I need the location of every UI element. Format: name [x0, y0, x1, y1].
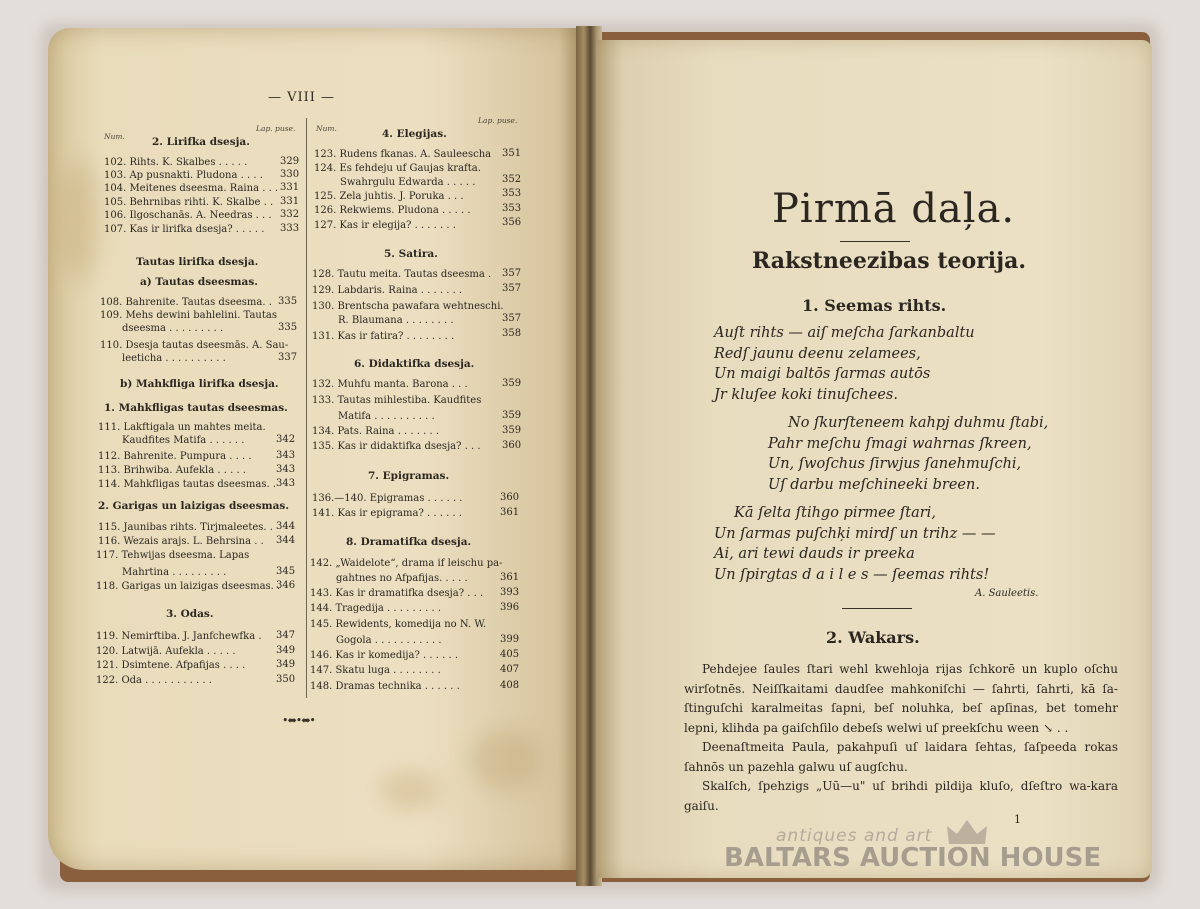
- toc-page: 352: [502, 174, 522, 185]
- toc-entry: Mahrtina . . . . . . . . .: [122, 567, 227, 578]
- toc-entry: 109. Mehs dewini bahlelini. Tautas: [100, 310, 277, 321]
- section-heading: 2. Garigas un laizigas dseesmas.: [98, 500, 289, 512]
- toc-entry: 126. Rekwiems. Pludona . . . . .: [314, 205, 471, 216]
- toc-entry: 119. Nemirftiba. J. Janfchewfka .: [96, 631, 262, 642]
- col-header-page: Lap. puse.: [478, 116, 518, 125]
- toc-page: 331: [280, 196, 300, 207]
- page-stain: [60, 160, 100, 280]
- toc-entry: 121. Dsimtene. Afpafijas . . . .: [96, 660, 246, 671]
- poem-author: A. Sauleetis.: [975, 588, 1039, 599]
- right-page-number: 1: [1014, 813, 1021, 826]
- toc-entry: 117. Tehwijas dseesma. Lapas: [96, 550, 250, 561]
- toc-page: 357: [502, 313, 522, 324]
- poem-stanza: [714, 503, 996, 585]
- toc-entry: dseesma . . . . . . . . .: [122, 323, 224, 334]
- section-heading: 2. Wakars.: [826, 628, 920, 647]
- toc-page: 360: [502, 440, 522, 451]
- toc-entry: 102. Rihts. K. Skalbes . . . . .: [104, 157, 248, 168]
- section-heading: a) Tautas dseesmas.: [140, 276, 258, 288]
- toc-entry: 127. Kas ir elegija? . . . . . . .: [314, 220, 456, 231]
- poem-line: Redſ jaunu deenu zelamees,: [714, 345, 921, 362]
- toc-page: 361: [500, 507, 520, 518]
- toc-page: 358: [502, 328, 522, 339]
- poem-line: Un ſarmas puſchķi mirdſ un trihz — —: [714, 525, 996, 542]
- part-subtitle: Rakstneezibas teorija.: [752, 248, 1027, 274]
- toc-entry: 125. Zela juhtis. J. Poruka . . .: [314, 191, 464, 202]
- section-heading: 8. Dramatifka dsesja.: [346, 536, 472, 548]
- toc-page: 359: [502, 410, 522, 421]
- toc-entry: Gogola . . . . . . . . . . .: [336, 635, 442, 646]
- poem-line: Un maigi baltōs ſarmas autōs: [714, 366, 931, 383]
- paragraph: Deenaſtmeita Paula, pakahpuſi uſ laidara ſehtas, ſaſpeeda rokas ſahnōs un pazehla galwu uſ augſchu.: [684, 740, 1118, 774]
- poem-line: Uſ darbu meſchineeki breen.: [768, 476, 980, 493]
- poem-line: Auſt rihts — aiſ meſcha ſarkanbaltu: [714, 325, 975, 341]
- toc-entry: Matifa . . . . . . . . . .: [338, 411, 435, 422]
- toc-entry: 142. „Waidelote“, drama if leischu pa-: [310, 558, 503, 569]
- toc-page: 396: [500, 602, 520, 613]
- toc-page: 333: [280, 223, 300, 234]
- poem-line: Un ſpirgtas d a i l e s — ſeemas rihts!: [714, 566, 990, 583]
- toc-entry: gahtnes no Afpafijas. . . . .: [336, 573, 468, 584]
- section-heading: b) Mahkfliga lirifka dsesja.: [120, 378, 279, 390]
- toc-page: 344: [276, 535, 296, 546]
- col-header-num: Num.: [316, 124, 337, 133]
- toc-entry: 106. Ilgoschanās. A. Needras . . .: [104, 210, 272, 221]
- toc-entry: R. Blaumana . . . . . . . .: [338, 315, 454, 326]
- section-heading: 6. Didaktifka dsesja.: [354, 358, 475, 370]
- toc-entry: 134. Pats. Raina . . . . . . .: [312, 426, 440, 437]
- toc-entry: Swahrgulu Edwarda . . . . .: [340, 177, 476, 188]
- toc-entry: 114. Mahkfligas tautas dseesmas. .: [98, 479, 277, 490]
- col-header-num: Num.: [104, 132, 125, 141]
- toc-page: 359: [502, 378, 522, 389]
- left-page-number: — VIII —: [268, 90, 336, 105]
- section-heading: Tautas lirifka dsesja.: [136, 256, 259, 268]
- ornament: •⬌•⬌•: [282, 714, 315, 727]
- toc-page: 361: [500, 572, 520, 583]
- section-heading: 5. Satira.: [384, 248, 438, 260]
- toc-page: 331: [280, 182, 300, 193]
- toc-entry: 148. Dramas technika . . . . . .: [310, 681, 460, 692]
- toc-page: 393: [500, 587, 520, 598]
- toc-entry: 105. Behrnibas rihti. K. Skalbe . .: [104, 197, 274, 208]
- toc-page: 408: [500, 680, 520, 691]
- toc-page: 335: [278, 296, 298, 307]
- paragraph: Pehdejee ſaules ſtari wehl kwehloja rijas ſchkorē un kuplo oſchu wirſotnēs. Neiſſkaitami daudſee mahkoniſchi — ſahrti, ſahrti, kā ſa-ſtinguſchi karalmeitas ſapni, beſ noluhka, beſ apſinas, bet tomehr lepni, klihda pa gaiſchſilo debeſs welwi uſ preekſchu ween ↘ . .: [684, 662, 1118, 735]
- toc-entry: 110. Dsesja tautas dseesmās. A. Sau-: [100, 340, 289, 351]
- section-heading: 7. Epigramas.: [368, 470, 450, 482]
- toc-entry: 104. Meitenes dseesma. Raina . . .: [104, 183, 279, 194]
- toc-entry: Kaudfites Matifa . . . . . .: [122, 435, 245, 446]
- toc-entry: 131. Kas ir fatira? . . . . . . . .: [312, 331, 455, 342]
- toc-page: 351: [502, 148, 522, 159]
- toc-entry: 123. Rudens fkanas. A. Sauleescha: [314, 149, 492, 160]
- poem-line: Un, ſwoſchus ſirwjus ſanehmuſchi,: [768, 456, 1022, 473]
- section-heading: 4. Elegijas.: [382, 128, 447, 140]
- toc-entry: 107. Kas ir lirifka dsesja? . . . . .: [104, 224, 265, 235]
- toc-entry: 147. Skatu luga . . . . . . . .: [310, 665, 441, 676]
- toc-page: 405: [500, 649, 520, 660]
- col-header-page: Lap. puse.: [256, 124, 296, 133]
- toc-entry: 146. Kas ir komedija? . . . . . .: [310, 650, 458, 661]
- toc-entry: leeticha . . . . . . . . . .: [122, 353, 226, 364]
- section-heading: 2. Lirifka dsesja.: [152, 136, 250, 148]
- poem-line: Kā ſelta ſtihgo pirmee ſtari,: [734, 505, 936, 521]
- poem-line: No ſkurſteneem kahpj duhmu ſtabi,: [788, 415, 1049, 431]
- prose-text: [684, 660, 1118, 816]
- part-title: Pirmā daļa.: [772, 186, 1016, 232]
- toc-entry: 122. Oda . . . . . . . . . . .: [96, 675, 212, 686]
- toc-entry: 120. Latwijā. Aufekla . . . . .: [96, 646, 236, 657]
- poem-line: Jr kluſee koki tinuſchees.: [714, 386, 898, 403]
- toc-entry: 124. Es fehdeju uf Gaujas krafta.: [314, 163, 481, 174]
- section-heading: 3. Odas.: [166, 608, 214, 620]
- toc-page: 349: [276, 645, 296, 656]
- toc-entry: 108. Bahrenite. Tautas dseesma. .: [100, 297, 272, 308]
- poem-line: Pahr meſchu ſmagi wahrnas ſkreen,: [768, 435, 1032, 452]
- toc-entry: 128. Tautu meita. Tautas dseesma .: [312, 269, 492, 280]
- toc-page: 399: [500, 634, 520, 645]
- toc-page: 330: [280, 169, 300, 180]
- section-heading: 1. Mahkfligas tautas dseesmas.: [104, 402, 288, 414]
- toc-page: 353: [502, 188, 522, 199]
- toc-page: 350: [276, 674, 296, 685]
- toc-entry: 135. Kas ir didaktifka dsesja? . . .: [312, 441, 481, 452]
- toc-entry: 136.—140. Epigramas . . . . . .: [312, 493, 463, 504]
- toc-entry: 145. Rewidents, komedija no N. W.: [310, 619, 487, 630]
- page-stain: [380, 770, 440, 810]
- toc-page: 335: [278, 322, 298, 333]
- toc-page: 329: [280, 156, 300, 167]
- toc-entry: 115. Jaunibas rihts. Tirjmaleetes. .: [98, 522, 273, 533]
- toc-entry: 111. Lakftigala un mahtes meita.: [98, 422, 266, 433]
- watermark-tagline: antiques and art: [776, 826, 933, 846]
- toc-page: 359: [502, 425, 522, 436]
- toc-page: 357: [502, 268, 522, 279]
- poem-line: Ai, ari tewi dauds ir preeka: [714, 546, 915, 563]
- toc-entry: 143. Kas ir dramatifka dsesja? . . .: [310, 588, 484, 599]
- toc-page: 360: [500, 492, 520, 503]
- poem-stanza: [714, 323, 975, 405]
- toc-page: 337: [278, 352, 298, 363]
- toc-entry: 129. Labdaris. Raina . . . . . . .: [312, 285, 463, 296]
- toc-page: 346: [276, 580, 296, 591]
- toc-page: 357: [502, 283, 522, 294]
- poem-stanza: [768, 413, 1049, 495]
- toc-entry: 132. Muhfu manta. Barona . . .: [312, 379, 468, 390]
- toc-page: 356: [502, 217, 522, 228]
- toc-page: 347: [276, 630, 296, 641]
- watermark-brand: BALTARS AUCTION HOUSE: [724, 843, 1102, 873]
- paragraph: Skalſch, ſpehzigs „Uū—u" uſ brihdi pildija kluſo, dſeſtro wa-kara gaiſu.: [684, 779, 1118, 813]
- toc-entry: 103. Ap pusnakti. Pludona . . . .: [104, 170, 263, 181]
- toc-page: 345: [276, 566, 296, 577]
- toc-entry: 118. Garigas un laizigas dseesmas. .: [96, 581, 281, 592]
- toc-page: 349: [276, 659, 296, 670]
- page-stain: [470, 730, 540, 790]
- toc-page: 407: [500, 664, 520, 675]
- column-divider: [306, 118, 307, 698]
- toc-entry: 133. Tautas mihlestiba. Kaudfites: [312, 395, 482, 406]
- toc-page: 343: [276, 464, 296, 475]
- section-heading: 1. Seemas rihts.: [802, 296, 947, 315]
- title-rule: [840, 241, 910, 242]
- toc-entry: 144. Tragedija . . . . . . . . .: [310, 603, 442, 614]
- toc-entry: 130. Brentscha pawafara wehtneschi.: [312, 301, 504, 312]
- toc-page: 342: [276, 434, 296, 445]
- toc-entry: 113. Brihwiba. Aufekla . . . . .: [98, 465, 246, 476]
- toc-page: 344: [276, 521, 296, 532]
- toc-page: 343: [276, 450, 296, 461]
- toc-entry: 116. Wezais arajs. L. Behrsina . .: [98, 536, 264, 547]
- toc-page: 332: [280, 209, 300, 220]
- toc-page: 353: [502, 203, 522, 214]
- section-rule: [842, 608, 912, 609]
- toc-entry: 141. Kas ir epigrama? . . . . . .: [312, 508, 462, 519]
- toc-entry: 112. Bahrenite. Pumpura . . . .: [98, 451, 252, 462]
- toc-page: 343: [276, 478, 296, 489]
